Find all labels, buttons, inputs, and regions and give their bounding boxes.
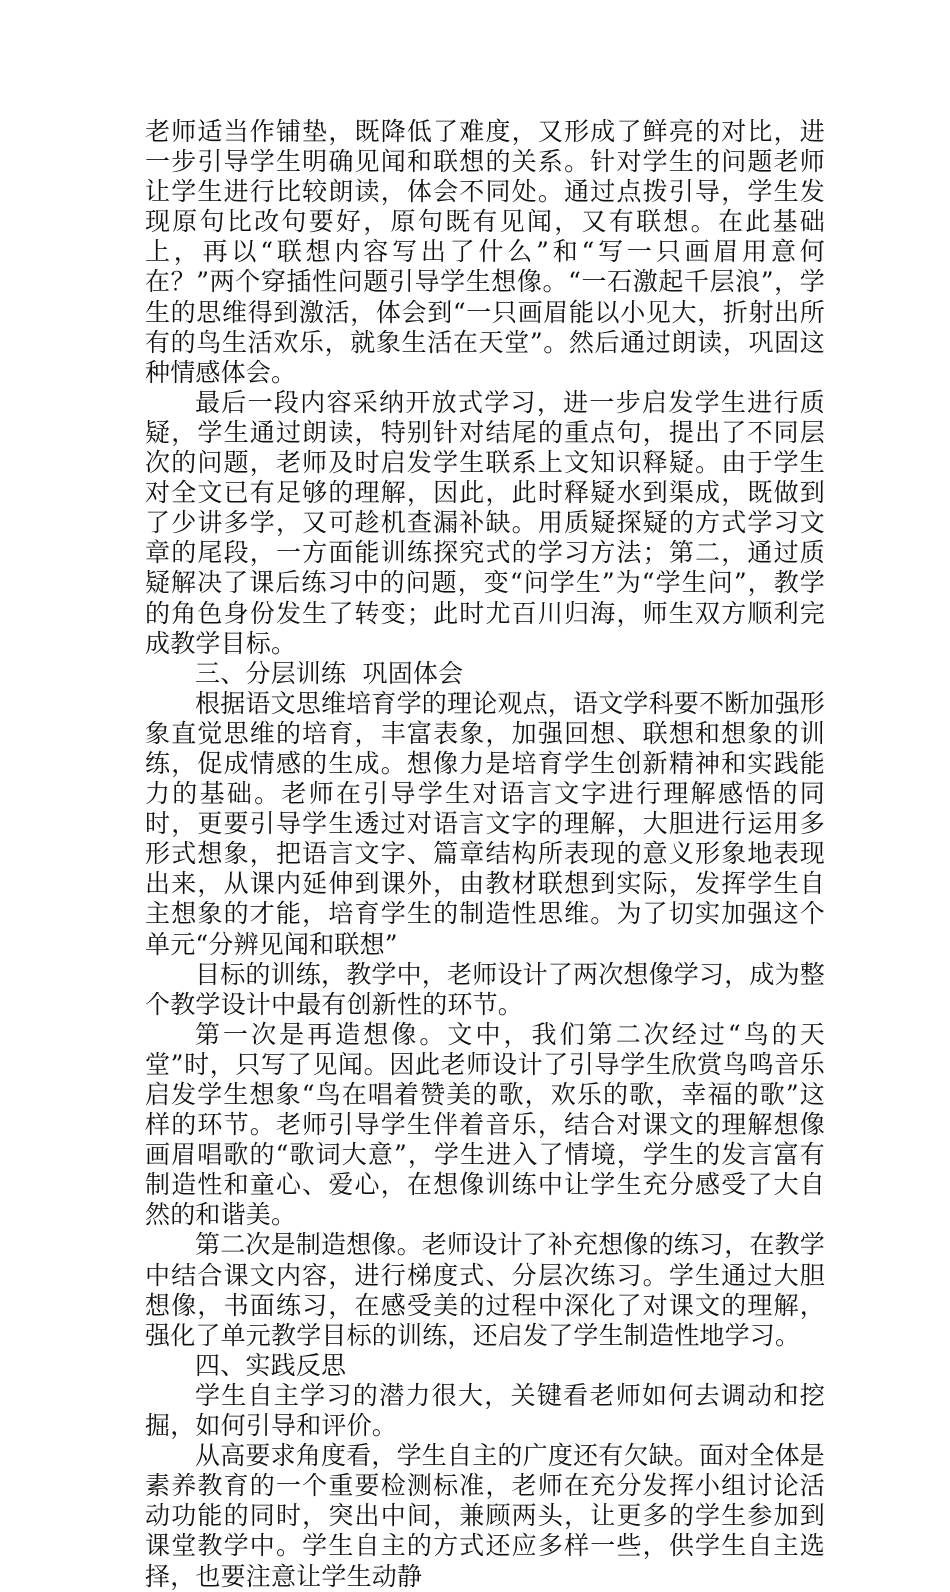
section-heading-3: 三、分层训练 巩固体会 bbox=[195, 658, 464, 688]
paragraph-6: 第二次是制造想像。老师设计了补充想像的练习，在教学中结合课文内容，进行梯度式、分层次练习。学生通过大胆想像，书面练习，在感受美的过程中深化了对课文的理解，强化了单元教学目标的训练，还启发了学生制造性地学习。 bbox=[145, 1230, 826, 1350]
paragraph-3: 根据语文思维培育学的理论观点，语文学科要不断加强形象直觉思维的培育，丰富表象，加强回想、联想和想象的训练，促成情感的生成。想像力是培育学生创新精神和实践能力的基础。老师在引导学生对语言文字进行理解感悟的同时，更要引导学生透过对语言文字的理解，大胆进行运用多形式想象，把语言文字、篇章结构所表现的意义形象地表现出来，从课内延伸到课外，由教材联想到实际，发挥学生自主想象的才能，培育学生的制造性思维。为了切实加强这个单元“分辨见闻和联想” bbox=[145, 688, 826, 959]
paragraph-4: 目标的训练，教学中，老师设计了两次想像学习，成为整个教学设计中最有创新性的环节。 bbox=[145, 959, 826, 1019]
paragraph-5: 第一次是再造想像。文中，我们第二次经过“鸟的天堂”时，只写了见闻。因此老师设计了引导学生欣赏鸟鸣音乐启发学生想象“鸟在唱着赞美的歌，欢乐的歌，幸福的歌”这样的环节。老师引导学生伴着音乐，结合对课文的理解想像画眉唱歌的“歌词大意”，学生进入了情境，学生的发言富有制造性和童心、爱心，在想像训练中让学生充分感受了大自然的和谐美。 bbox=[145, 1019, 825, 1230]
paragraph-1: 老师适当作铺垫，既降低了难度，又形成了鲜亮的对比，进一步引导学生明确见闻和联想的关系。针对学生的问题老师让学生进行比较朗读，体会不同处。通过点拨引导，学生发现原句比改句要好，原句既有见闻，又有联想。在此基础上，再以“联想内容写出了什么”和“写一只画眉用意何在？”两个穿插性问题引导学生想像。“一石激起千层浪”，学生的思维得到激活，体会到“一只画眉能以小见大，折射出所有的鸟生活欢乐，就象生活在天堂”。然后通过朗读，巩固这种情感体会。 bbox=[145, 117, 825, 387]
document-page bbox=[145, 117, 825, 1592]
paragraph-8: 从高要求角度看，学生自主的广度还有欠缺。面对全体是素养教育的一个重要检测标准，老师在充分发挥小组讨论活动功能的同时，突出中间，兼顾两头，让更多的学生参加到课堂教学中。学生自主的方式还应多样一些，供学生自主选择，也要注意让学生动静 bbox=[145, 1441, 826, 1591]
paragraph-2: 最后一段内容采纳开放式学习，进一步启发学生进行质疑，学生通过朗读，特别针对结尾的重点句，提出了不同层次的问题，老师及时启发学生联系上文知识释疑。由于学生对全文已有足够的理解，因此，此时释疑水到渠成，既做到了少讲多学，又可趁机查漏补缺。用质疑探疑的方式学习文章的尾段，一方面能训练探究式的学习方法；第二，通过质疑解决了课后练习中的问题，变“问学生”为“学生问”，教学的角色身份发生了转变；此时尤百川归海，师生双方顺利完成教学目标。 bbox=[145, 387, 825, 658]
section-heading-4: 四、实践反思 bbox=[195, 1350, 347, 1380]
paragraph-7: 学生自主学习的潜力很大，关键看老师如何去调动和挖掘，如何引导和评价。 bbox=[145, 1380, 825, 1441]
